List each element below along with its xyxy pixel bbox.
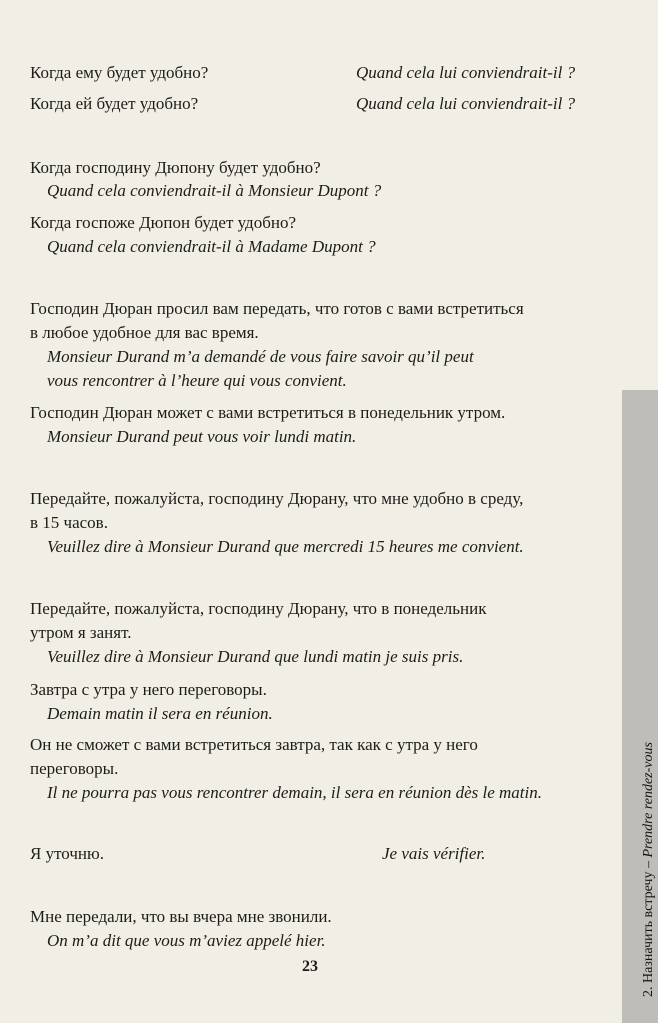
phrase-fr: Quand cela lui conviendrait-il ? — [356, 94, 576, 113]
chapter-title-separator: – — [641, 857, 656, 872]
phrase-ru: Господин Дюран может с вами встретиться в понедельник утром. — [30, 403, 506, 422]
phrase-fr: Demain matin il sera en réunion. — [47, 704, 273, 723]
phrase-ru: Передайте, пожалуйста, господину Дюрану, что мне удобно в среду, — [30, 489, 524, 508]
phrase-ru: Когда господину Дюпону будет удобно? — [30, 158, 321, 177]
phrase-ru: Он не сможет с вами встретиться завтра, так как с утра у него — [30, 735, 478, 754]
phrase-ru: Мне передали, что вы вчера мне звонили. — [30, 907, 332, 926]
phrase-ru: Когда госпоже Дюпон будет удобно? — [30, 213, 296, 232]
phrase-fr: vous rencontrer à l’heure qui vous convient. — [47, 371, 347, 390]
chapter-side-tab — [622, 390, 658, 1023]
phrase-ru: Завтра с утра у него переговоры. — [30, 680, 267, 699]
phrase-ru: в любое удобное для вас время. — [30, 323, 259, 342]
phrase-ru: Я уточню. — [30, 844, 104, 863]
phrase-fr: Je vais vérifier. — [382, 844, 486, 863]
phrase-ru: Когда ей будет удобно? — [30, 94, 199, 113]
phrase-fr: Monsieur Durand m’a demandé de vous faire savoir qu’il peut — [47, 347, 474, 366]
phrase-ru: Передайте, пожалуйста, господину Дюрану, что в понедельник — [30, 599, 487, 618]
phrase-ru: Когда ему будет удобно? — [30, 63, 209, 82]
phrase-fr: Quand cela conviendrait-il à Madame Dupont ? — [47, 237, 376, 256]
phrase-ru: в 15 часов. — [30, 513, 108, 532]
chapter-title-ru: 2. Назначить встречу — [641, 871, 656, 997]
phrase-ru: Господин Дюран просил вам передать, что готов с вами встретиться — [30, 299, 524, 318]
phrase-fr: Quand cela conviendrait-il à Monsieur Dupont ? — [47, 181, 382, 200]
phrase-fr: On m’a dit que vous m’aviez appelé hier. — [47, 931, 326, 950]
phrase-fr: Il ne pourra pas vous rencontrer demain, il sera en réunion dès le matin. — [47, 783, 542, 802]
phrase-ru: утром я занят. — [30, 623, 132, 642]
page-number: 23 — [302, 958, 318, 975]
phrase-fr: Veuillez dire à Monsieur Durand que lundi matin je suis pris. — [47, 647, 464, 666]
chapter-title-fr: Prendre rendez-vous — [641, 742, 656, 858]
phrase-fr: Quand cela lui conviendrait-il ? — [356, 63, 576, 82]
phrase-fr: Monsieur Durand peut vous voir lundi matin. — [47, 427, 357, 446]
phrase-fr: Veuillez dire à Monsieur Durand que mercredi 15 heures me convient. — [47, 537, 524, 556]
phrase-ru: переговоры. — [30, 759, 119, 778]
